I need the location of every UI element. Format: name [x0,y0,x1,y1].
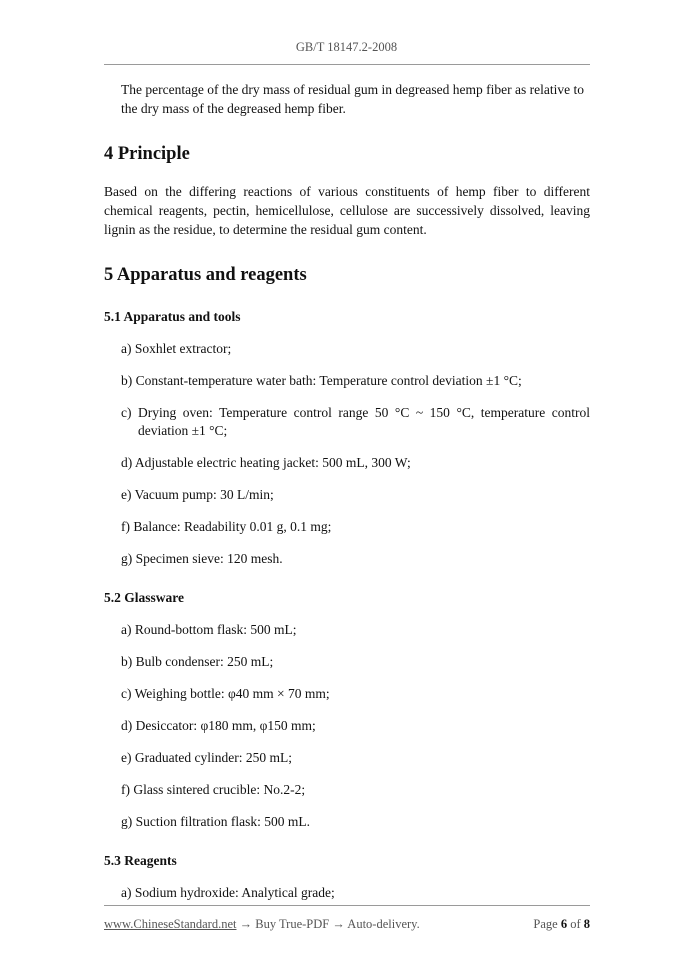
footer-left [104,917,420,932]
page-header: GB/T 18147.2-2008 [295,40,398,54]
section-4-text: Based on the differing reactions of various constituents of hemp fiber to different chemical reagents, pectin, hemicellulose, cellulose are successively dissolved, leaving lignin as the residue, to determine the residual gum content. [104,184,590,237]
list-item: f) Balance: Readability 0.01 g, 0.1 mg; [121,519,332,534]
footer-promo: → Buy True-PDF → Auto-delivery. [239,917,420,931]
list-item: e) Graduated cylinder: 250 mL; [121,750,292,765]
list-item: e) Vacuum pump: 30 L/min; [121,487,274,502]
section-5-heading: 5 Apparatus and reagents [104,265,307,285]
apparatus-list [104,340,590,568]
page-indicator [533,917,590,932]
list-item: d) Adjustable electric heating jacket: 500 mL, 300 W; [121,455,411,470]
page-number: 6 [560,917,568,931]
page-word: Page [533,917,558,931]
list-item: d) Desiccator: φ180 mm, φ150 mm; [121,718,316,733]
page-total: 8 [583,917,590,931]
definition-text: The percentage of the dry mass of residual gum in degreased hemp fiber as relative to the dry mass of the degreased hemp fiber. [121,82,584,116]
list-item: a) Round-bottom flask: 500 mL; [121,622,297,637]
site-link[interactable]: www.ChineseStandard.net [104,917,237,931]
section-4-heading: 4 Principle [104,144,190,164]
list-item: a) Sodium hydroxide: Analytical grade; [121,885,335,900]
reagents-list [104,884,590,902]
header-divider [104,64,590,65]
footer-divider [104,905,590,906]
list-item: b) Constant-temperature water bath: Temperature control deviation ±1 °C; [121,373,522,388]
section-5-3-heading: 5.3 Reagents [104,853,177,868]
section-5-2-heading: 5.2 Glassware [104,590,184,605]
list-item: g) Suction filtration flask: 500 mL. [121,814,310,829]
section-5-1-heading: 5.1 Apparatus and tools [104,309,241,324]
list-item: a) Soxhlet extractor; [121,341,232,356]
list-item: f) Glass sintered crucible: No.2-2; [121,782,306,797]
list-item: c) Drying oven: Temperature control range 50 °C ~ 150 °C, temperature control deviation ±1 °C; [121,405,590,438]
list-item: b) Bulb condenser: 250 mL; [121,654,274,669]
list-item: g) Specimen sieve: 120 mesh. [121,551,283,566]
glassware-list [104,621,590,831]
of-word: of [570,917,581,931]
list-item: c) Weighing bottle: φ40 mm × 70 mm; [121,686,330,701]
page-footer [104,917,590,932]
page-content [104,80,590,902]
